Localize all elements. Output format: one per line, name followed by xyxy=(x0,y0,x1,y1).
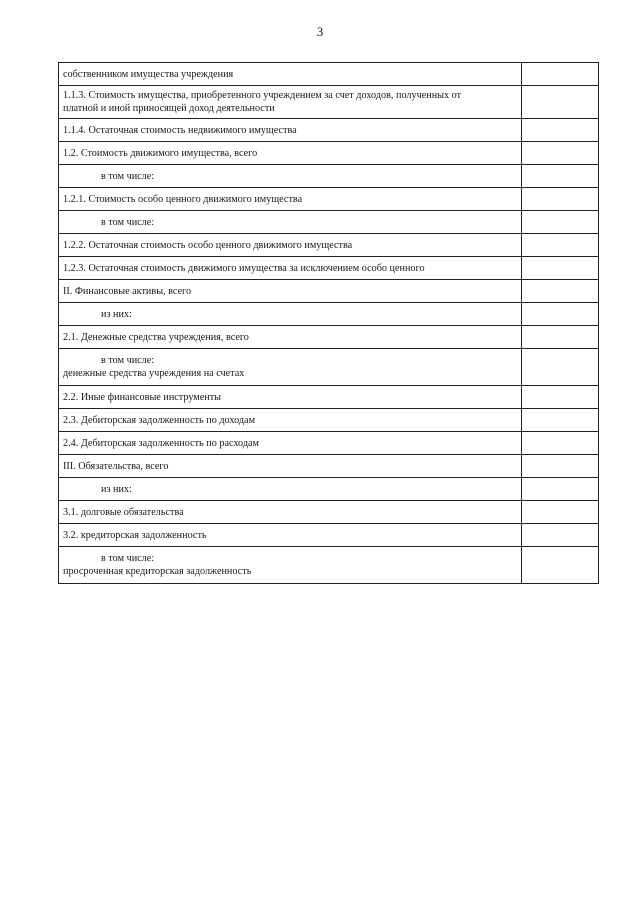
table-row xyxy=(59,303,599,326)
row-value-cell xyxy=(522,280,599,303)
table-row xyxy=(59,211,599,234)
table-row xyxy=(59,547,599,584)
row-label-line: 2.1. Денежные средства учреждения, всего xyxy=(63,331,249,343)
row-label-line: собственником имущества учреждения xyxy=(63,68,234,80)
row-label-cell xyxy=(59,386,522,409)
row-label-cell xyxy=(59,188,522,211)
row-label-cell xyxy=(59,501,522,524)
row-label-line: в том числе: xyxy=(101,216,155,228)
row-value-cell xyxy=(522,524,599,547)
row-label-line: просроченная кредиторская задолженность xyxy=(63,566,252,577)
table-row xyxy=(59,119,599,142)
row-label-cell xyxy=(59,257,522,280)
row-value-cell xyxy=(522,211,599,234)
row-label-line: II. Финансовые активы, всего xyxy=(63,285,192,297)
row-label-cell xyxy=(59,478,522,501)
row-label-cell xyxy=(59,63,522,86)
row-label-cell xyxy=(59,455,522,478)
row-value-cell xyxy=(522,86,599,119)
row-value-cell xyxy=(522,455,599,478)
table-row xyxy=(59,455,599,478)
row-label-cell xyxy=(59,119,522,142)
table-row xyxy=(59,409,599,432)
row-label-line: из них: xyxy=(101,308,132,320)
row-label-line: III. Обязательства, всего xyxy=(63,460,169,472)
row-value-cell xyxy=(522,547,599,584)
row-value-cell xyxy=(522,432,599,455)
row-value-cell xyxy=(522,165,599,188)
row-label-cell xyxy=(59,349,522,386)
row-label-cell xyxy=(59,409,522,432)
row-label-line: 3.2. кредиторская задолженность xyxy=(63,529,207,541)
table-body xyxy=(59,63,599,584)
row-label-line: 1.2.3. Остаточная стоимость движимого имущества за исключением особо ценного xyxy=(63,262,425,274)
row-label-cell xyxy=(59,547,522,584)
row-label-cell xyxy=(59,326,522,349)
table-row xyxy=(59,234,599,257)
row-value-cell xyxy=(522,188,599,211)
row-value-cell xyxy=(522,63,599,86)
row-label-line: в том числе: xyxy=(101,553,155,564)
row-label-line: 1.1.4. Остаточная стоимость недвижимого имущества xyxy=(63,124,297,136)
row-label-line: 1.2.1. Стоимость особо ценного движимого имущества xyxy=(63,193,303,205)
row-value-cell xyxy=(522,326,599,349)
table-row xyxy=(59,188,599,211)
row-value-cell xyxy=(522,234,599,257)
row-label-cell xyxy=(59,142,522,165)
row-value-cell xyxy=(522,303,599,326)
row-label-line: 3.1. долговые обязательства xyxy=(63,506,184,518)
row-label-line: 1.2.2. Остаточная стоимость особо ценного движимого имущества xyxy=(63,239,353,251)
row-label-cell xyxy=(59,234,522,257)
row-value-cell xyxy=(522,349,599,386)
row-label-cell xyxy=(59,211,522,234)
row-label-line: платной и иной приносящей доход деятельности xyxy=(63,103,275,114)
row-label-cell xyxy=(59,432,522,455)
row-label-line: 2.4. Дебиторская задолженность по расходам xyxy=(63,437,260,449)
table-row xyxy=(59,478,599,501)
table-row xyxy=(59,386,599,409)
row-label-line: 2.3. Дебиторская задолженность по доходам xyxy=(63,414,256,426)
row-label-line: 1.2. Стоимость движимого имущества, всего xyxy=(63,147,258,159)
row-value-cell xyxy=(522,142,599,165)
table-row xyxy=(59,86,599,119)
row-label-line: 1.1.3. Стоимость имущества, приобретенного учреждением за счет доходов, полученных от xyxy=(63,90,462,101)
table-row xyxy=(59,349,599,386)
row-label-line: в том числе: xyxy=(101,355,155,366)
financial-indicators-table xyxy=(58,62,599,584)
row-value-cell xyxy=(522,257,599,280)
page-number: 3 xyxy=(316,24,324,39)
table-row xyxy=(59,524,599,547)
row-value-cell xyxy=(522,478,599,501)
row-label-cell xyxy=(59,280,522,303)
table-row xyxy=(59,432,599,455)
row-label-line: денежные средства учреждения на счетах xyxy=(63,368,245,379)
row-label-line: из них: xyxy=(101,483,132,495)
row-value-cell xyxy=(522,119,599,142)
row-label-cell xyxy=(59,303,522,326)
table-row xyxy=(59,257,599,280)
row-value-cell xyxy=(522,386,599,409)
row-label-cell xyxy=(59,165,522,188)
table-row xyxy=(59,63,599,86)
row-label-line: 2.2. Иные финансовые инструменты xyxy=(63,391,222,403)
row-label-line: в том числе: xyxy=(101,170,155,182)
table-row xyxy=(59,501,599,524)
table-row xyxy=(59,142,599,165)
row-value-cell xyxy=(522,501,599,524)
row-value-cell xyxy=(522,409,599,432)
table-row xyxy=(59,165,599,188)
row-label-cell xyxy=(59,524,522,547)
table-row xyxy=(59,280,599,303)
table-row xyxy=(59,326,599,349)
row-label-cell xyxy=(59,86,522,119)
